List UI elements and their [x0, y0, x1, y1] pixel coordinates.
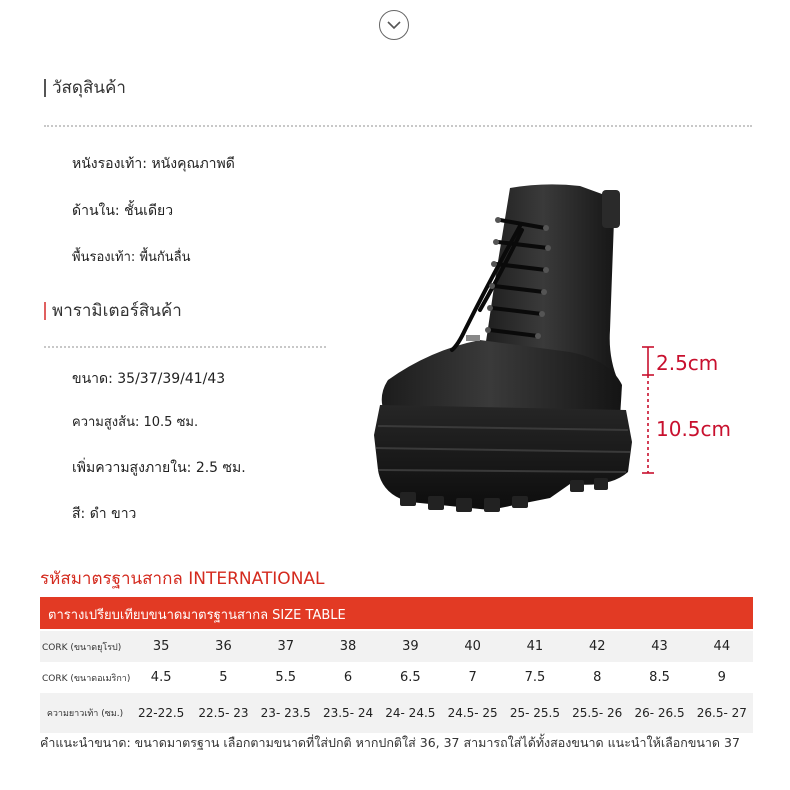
table-cell: 38: [339, 639, 357, 654]
table-cell: 5.5: [275, 670, 297, 685]
chevron-down-icon: [386, 19, 402, 31]
table-cell: 6.5: [399, 670, 421, 685]
table-row-us: [40, 662, 753, 693]
param-section-title: [44, 297, 182, 324]
table-cell: 7.5: [524, 670, 546, 685]
inner-height-label: 2.5cm: [656, 351, 719, 375]
table-cell: 35: [152, 639, 170, 654]
table-cell: 6: [343, 670, 353, 685]
table-cell: 4.5: [150, 670, 172, 685]
size-table: [40, 631, 753, 733]
table-cell: 43: [651, 639, 668, 654]
table-cell: 42: [588, 639, 606, 654]
table-cell: 7: [468, 670, 477, 685]
table-cell: 22.5- 23: [198, 706, 249, 720]
material-section-title: [44, 74, 126, 101]
dotted-divider: [44, 125, 752, 127]
material-row-sole: พื้นรองเท้า: พื้นกันลื่น: [72, 250, 191, 265]
table-cell: 37: [277, 639, 295, 654]
row-label: ความยาวเท้า (ซม.): [46, 709, 124, 719]
section-bar: [44, 302, 46, 320]
table-cell: 25- 25.5: [509, 706, 560, 720]
heel-height-label: 10.5cm: [656, 417, 732, 441]
table-row-eu: [40, 631, 753, 662]
table-cell: 26- 26.5: [634, 706, 685, 720]
size-advice-text: คำแนะนำขนาด: ขนาดมาตรฐาน เลือกตามขนาดที่ใส่ปกติ หากปกติใส่ 36, 37 สามารถใส่ได้ทั้งสองขนาด แนะนำให้เลือกขนาด 37: [40, 735, 740, 750]
table-cell: 26.5- 27: [696, 706, 747, 720]
table-cell: 40: [464, 639, 481, 654]
table-cell: 5: [219, 670, 228, 685]
param-row-color: สี: ดำ ขาว: [72, 506, 137, 522]
international-title: รหัสมาตรฐานสากล INTERNATIONAL: [40, 569, 325, 589]
material-title-text: วัสดุสินค้า: [52, 78, 126, 98]
material-row-leather: หนังรองเท้า: หนังคุณภาพดี: [72, 156, 235, 172]
row-label: CORK (ขนาดยุโรป): [42, 642, 122, 653]
table-cell: 23.5- 24: [322, 706, 374, 720]
table-cell: 8.5: [649, 670, 670, 685]
section-bar: [44, 79, 46, 97]
param-row-heel: ความสูงส้น: 10.5 ซม.: [72, 415, 199, 430]
dotted-divider: [44, 346, 326, 348]
expand-chevron-button[interactable]: [379, 10, 409, 40]
row-label: CORK (ขนาดอเมริกา): [42, 673, 131, 684]
material-row-lining: ด้านใน: ชั้นเดียว: [72, 203, 174, 219]
table-cell: 22-22.5: [137, 706, 185, 720]
table-cell: 24- 24.5: [385, 706, 436, 720]
table-cell: 39: [402, 639, 419, 654]
table-cell: 9: [717, 670, 726, 685]
table-cell: 44: [713, 639, 731, 654]
param-title-text: พารามิเตอร์สินค้า: [52, 301, 182, 321]
table-cell: 25.5- 26: [572, 706, 623, 720]
table-cell: 23- 23.5: [260, 706, 311, 720]
table-cell: 24.5- 25: [447, 706, 498, 720]
table-cell: 8: [593, 670, 602, 685]
size-table-banner: ตารางเปรียบเทียบขนาดมาตรฐานสากล SIZE TABLE: [40, 597, 753, 629]
param-row-size: ขนาด: 35/37/39/41/43: [72, 371, 226, 387]
table-cell: 36: [215, 639, 232, 654]
table-row-length: [40, 693, 753, 733]
platform-boot-image: [370, 180, 640, 520]
table-cell: 41: [526, 639, 544, 654]
param-row-inner: เพิ่มความสูงภายใน: 2.5 ซม.: [72, 460, 246, 476]
